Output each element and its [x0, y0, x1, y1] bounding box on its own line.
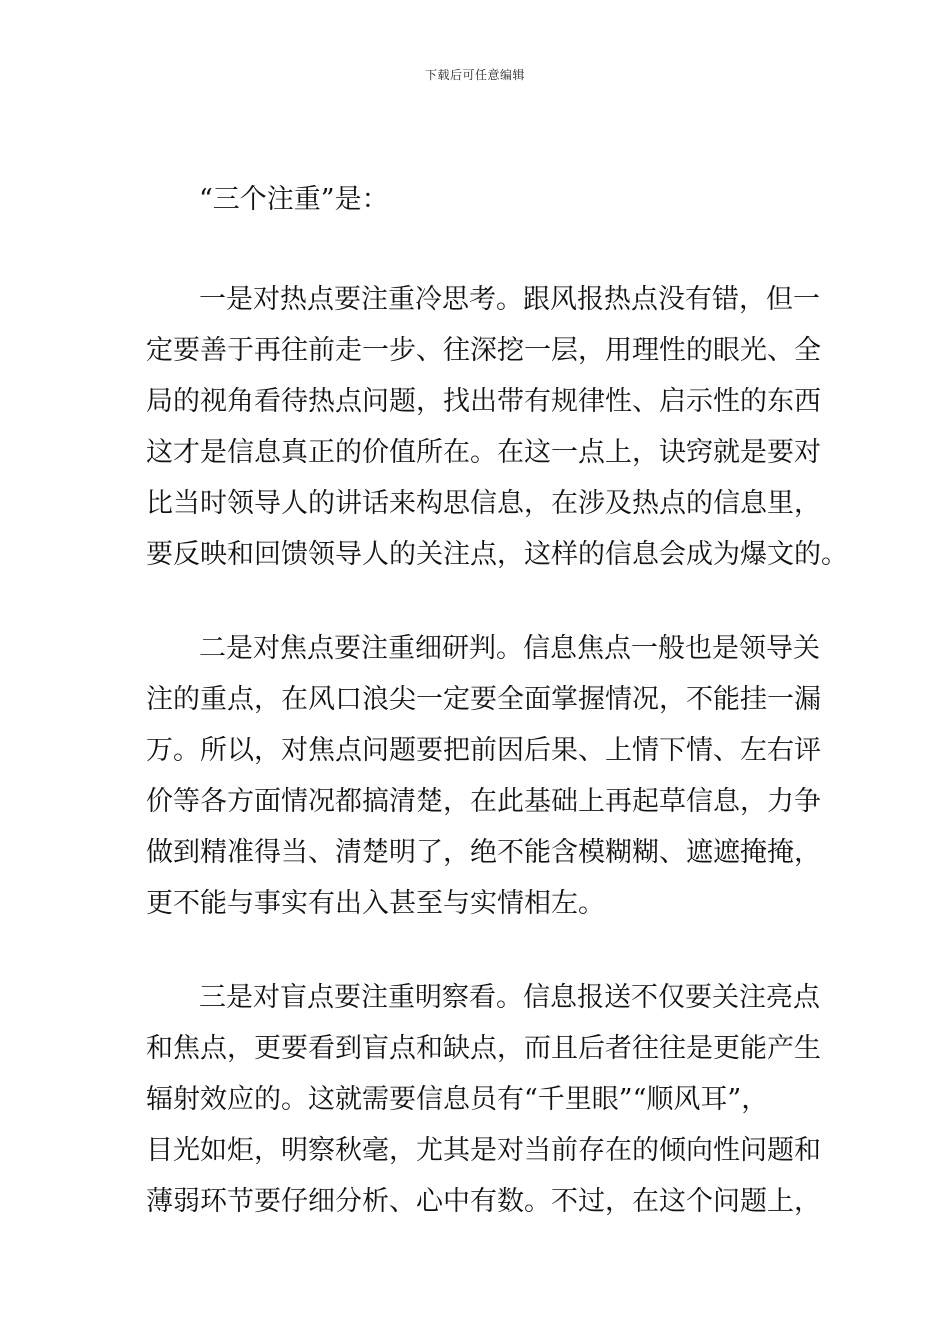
paragraph-3-line-5: 薄弱环节要仔细分析、心中有数。不过，在这个问题上， [146, 1186, 821, 1217]
page-header-note: 下载后可任意编辑 [424, 68, 525, 82]
paragraph-2-line-2: 注的重点，在风口浪尖一定要全面掌握情况，不能挂一漏 [146, 684, 821, 715]
paragraph-1-line-2: 定要善于再往前走一步、往深挖一层，用理性的眼光、全 [146, 335, 821, 366]
paragraph-3 [146, 972, 821, 1227]
paragraph-2-line-3: 万。所以，对焦点问题要把前因后果、上情下情、左右评 [146, 735, 821, 766]
paragraph-1 [146, 274, 848, 580]
paragraph-2-line-4: 价等各方面情况都搞清楚，在此基础上再起草信息，力争 [146, 786, 821, 817]
paragraph-3-line-3: 辐射效应的。这就需要信息员有“千里眼”“顺风耳”， [146, 1084, 769, 1115]
paragraph-1-line-5: 比当时领导人的讲话来构思信息，在涉及热点的信息里， [146, 488, 821, 519]
paragraph-3-line-2: 和焦点，更要看到盲点和缺点，而且后者往往是更能产生 [146, 1033, 821, 1064]
paragraph-1-line-4: 这才是信息真正的价值所在。在这一点上，诀窍就是要对 [146, 437, 821, 468]
paragraph-2-line-5: 做到精准得当、清楚明了，绝不能含模糊糊、遮遮掩掩， [146, 837, 821, 868]
intro-line: “三个注重”是： [199, 184, 389, 215]
paragraph-1-line-1: 一是对热点要注重冷思考。跟风报热点没有错，但一 [199, 284, 820, 315]
paragraph-3-line-1: 三是对盲点要注重明察看。信息报送不仅要关注亮点 [199, 982, 820, 1013]
paragraph-1-line-3: 局的视角看待热点问题，找出带有规律性、启示性的东西 [146, 386, 821, 417]
paragraph-3-line-4: 目光如炬，明察秋毫，尤其是对当前存在的倾向性问题和 [146, 1135, 821, 1166]
paragraph-2 [146, 623, 821, 929]
paragraph-1-line-6: 要反映和回馈领导人的关注点，这样的信息会成为爆文的。 [146, 539, 848, 570]
paragraph-2-line-1: 二是对焦点要注重细研判。信息焦点一般也是领导关 [199, 633, 820, 664]
paragraph-2-line-6: 更不能与事实有出入甚至与实情相左。 [146, 888, 605, 919]
